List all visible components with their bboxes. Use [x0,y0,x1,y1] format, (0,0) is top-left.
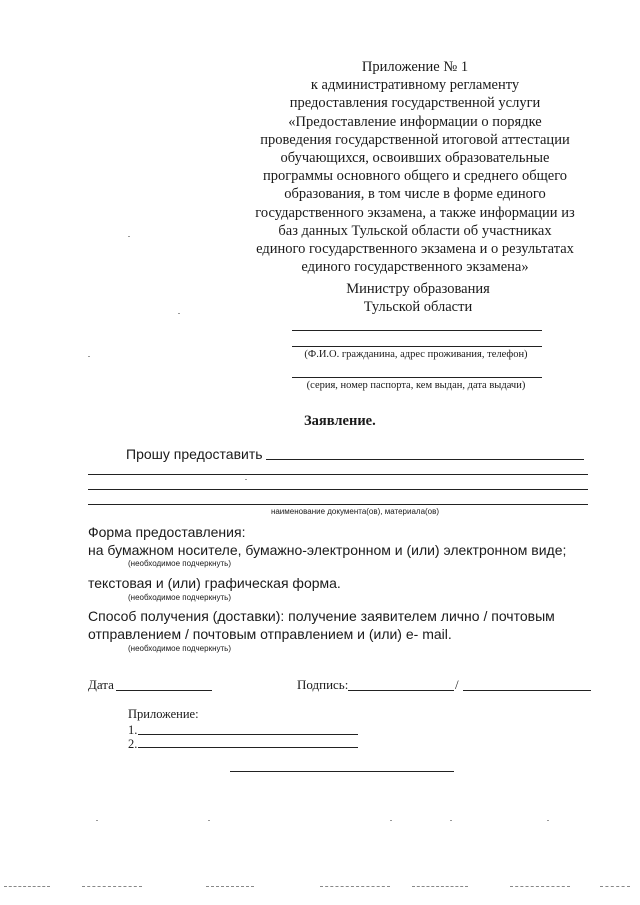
delivery-line-2[interactable]: отправлением / почтовым отправлением и (или) е- mail. [88,626,452,642]
form-label: Форма предоставления: [88,524,246,540]
passport-caption: (серия, номер паспорта, кем выдан, дата выдачи) [306,380,526,391]
scan-artifact [96,820,98,821]
fio-caption: (Ф.И.О. гражданина, адрес проживания, телефон) [304,349,528,360]
signature-slash: / [455,677,459,692]
request-line-4[interactable] [88,504,588,505]
attachment-item-1-line[interactable] [138,734,358,735]
scan-edge-dash [206,886,254,887]
date-input-line[interactable] [116,690,212,691]
document-header [240,58,590,276]
statement-title: Заявление. [304,413,376,429]
scan-artifact [178,313,180,314]
scan-edge-dash [82,886,142,887]
scan-edge-dash [510,886,570,887]
attachment-item-1-number: 1. [128,723,138,737]
form-hint-2: (необходимое подчеркнуть) [128,593,231,602]
header-line: предоставления государственной услуги [289,95,541,112]
scan-artifact [208,820,210,821]
request-line-2[interactable] [88,474,588,475]
header-line: к административному регламенту [310,77,520,94]
scan-artifact [547,820,549,821]
header-line: «Предоставление информации о порядке [288,113,542,130]
signature-input-line[interactable] [348,690,454,691]
scan-edge-dash [600,886,630,887]
date-label: Дата [88,677,114,692]
addressee-line: Тульской области [363,299,473,315]
header-line: проведения государственной итоговой аттестации [260,131,570,148]
header-line: Приложение № 1 [361,59,469,75]
scan-bottom-edge [0,886,640,888]
delivery-line-1[interactable]: Способ получения (доставки): получение заявителем лично / почтовым [88,608,555,624]
header-line: государственного экзамена, а также информации из [255,204,575,221]
form-option-text[interactable]: текстовая и (или) графическая форма. [88,575,341,591]
signature-decode-line[interactable] [463,690,591,691]
request-input-line[interactable] [266,459,584,460]
scan-artifact [88,356,90,357]
scan-edge-dash [4,886,50,887]
form-hint-1: (необходимое подчеркнуть) [128,559,231,568]
delivery-hint: (необходимое подчеркнуть) [128,644,231,653]
scan-edge-dash [320,886,390,887]
request-text: Прошу предоставить [126,446,263,462]
scan-artifact [128,236,130,237]
scan-artifact [390,820,392,821]
attachment-item-2-number: 2. [128,737,138,751]
header-line: обучающихся, освоивших образовательные [280,150,550,167]
header-line: единого государственного экзамена» [301,259,529,276]
scan-edge-dash [412,886,468,887]
scan-artifact [245,479,247,480]
request-line-3[interactable] [88,489,588,490]
closing-separator [230,771,454,772]
form-option-paper[interactable]: на бумажном носителе, бумажно-электронном и (или) электронном виде; [88,542,567,558]
header-line: единого государственного экзамена и о результатах [256,241,574,258]
scan-artifact [450,820,452,821]
applicant-passport-line[interactable] [292,377,542,378]
attachment-item-2-line[interactable] [138,747,358,748]
addressee-line: Министру образования [346,281,490,297]
attachments-label: Приложение: [128,707,199,721]
request-caption: наименование документа(ов), материала(ов) [270,507,440,516]
applicant-address-line[interactable] [292,346,542,347]
addressee [290,280,546,316]
header-line: программы основного общего и среднего общего [262,168,568,185]
header-line: баз данных Тульской области об участниках [278,222,552,239]
signature-label: Подпись: [297,677,349,692]
applicant-name-line[interactable] [292,330,542,331]
header-line: образования, в том числе в форме единого [284,186,546,203]
